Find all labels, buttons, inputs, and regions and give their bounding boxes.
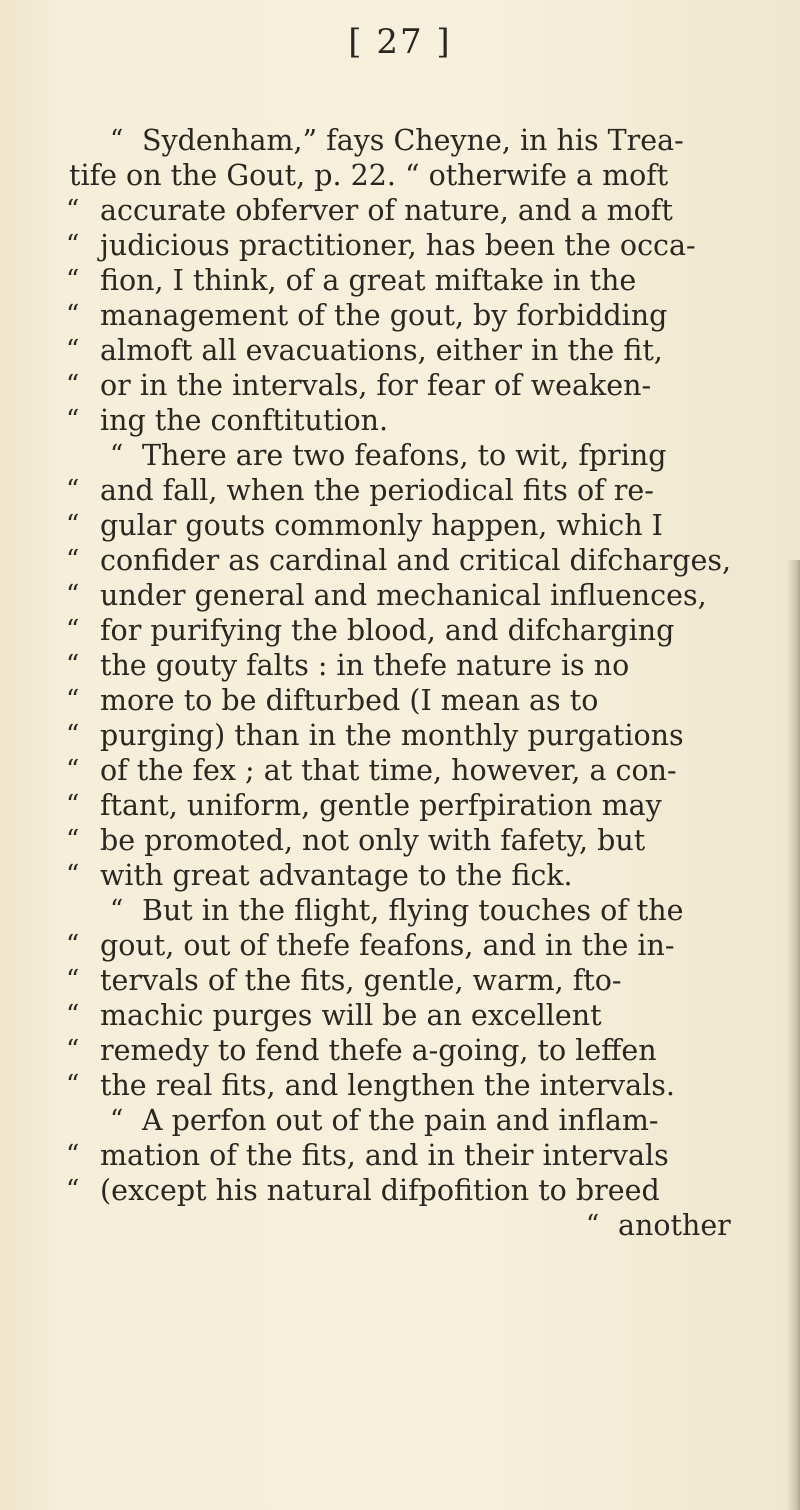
text-line (0, 1104, 800, 1137)
text-line (0, 859, 800, 892)
text-line (0, 824, 800, 857)
quote-mark: “ (66, 1035, 80, 1065)
quote-mark: “ (66, 1140, 80, 1170)
quote-mark: “ (66, 1175, 80, 1205)
line-text: tervals of the fits, gentle, warm, fto- (100, 964, 622, 997)
quote-mark: “ (66, 545, 80, 575)
quote-mark: “ (66, 825, 80, 855)
quote-mark: “ (66, 755, 80, 785)
line-text: fion, I think, of a great miftake in the (100, 264, 637, 297)
quote-mark: “ (66, 370, 80, 400)
line-text: machic purges will be an excellent (100, 999, 602, 1032)
quote-mark: “ (66, 580, 80, 610)
line-text: or in the intervals, for fear of weaken- (100, 369, 652, 402)
text-line (0, 649, 800, 682)
text-line (0, 614, 800, 647)
text-line (0, 754, 800, 787)
quote-mark: “ (66, 650, 80, 680)
line-text: the real fits, and lengthen the intervals. (100, 1069, 675, 1102)
line-text: Sydenham,” fays Cheyne, in his Trea- (142, 124, 684, 157)
line-text: for purifying the blood, and difcharging (100, 614, 675, 647)
line-text: management of the gout, by forbidding (100, 299, 668, 332)
quote-mark: “ (66, 720, 80, 750)
line-text: another (618, 1209, 731, 1242)
quote-mark: “ (66, 1070, 80, 1100)
quote-mark: “ (66, 930, 80, 960)
text-line (0, 264, 800, 297)
quote-mark: “ (66, 510, 80, 540)
quote-mark: “ (66, 300, 80, 330)
quote-mark: “ (110, 125, 124, 155)
line-text: more to be difturbed (I mean as to (100, 684, 599, 717)
line-text: accurate obferver of nature, and a moft (100, 194, 673, 227)
line-text: gout, out of thefe feafons, and in the in- (100, 929, 675, 962)
line-text: (except his natural difpofition to breed (100, 1174, 660, 1207)
line-text: gular gouts commonly happen, which I (100, 509, 663, 542)
quote-mark: “ (66, 860, 80, 890)
line-text: and fall, when the periodical fits of re- (100, 474, 654, 507)
quote-mark: “ (66, 965, 80, 995)
text-line (0, 999, 800, 1032)
text-line (0, 684, 800, 717)
text-line (0, 229, 800, 262)
quote-mark: “ (66, 405, 80, 435)
quote-mark: “ (66, 790, 80, 820)
text-line (0, 929, 800, 962)
line-text: judicious practitioner, has been the occa- (100, 229, 696, 262)
line-text: of the fex ; at that time, however, a con- (100, 754, 677, 787)
line-text: be promoted, not only with fafety, but (100, 824, 646, 857)
line-text: mation of the fits, and in their intervals (100, 1139, 669, 1172)
line-text: the gouty falts : in thefe nature is no (100, 649, 630, 682)
line-text: remedy to fend thefe a-going, to leffen (100, 1034, 657, 1067)
quote-mark: “ (110, 440, 124, 470)
line-text: ing the conftitution. (100, 404, 389, 437)
quote-mark: “ (66, 335, 80, 365)
quote-mark: “ (66, 195, 80, 225)
text-line (0, 894, 800, 927)
quote-mark: “ (66, 265, 80, 295)
quote-mark: “ (66, 1000, 80, 1030)
text-line (0, 369, 800, 402)
line-text: ftant, uniform, gentle perfpiration may (100, 789, 662, 822)
line-text: There are two feafons, to wit, fpring (142, 439, 667, 472)
text-line (0, 334, 800, 367)
text-line (0, 404, 800, 437)
text-line (0, 1069, 800, 1102)
line-text: confider as cardinal and critical difcharges, (100, 544, 732, 577)
text-line (0, 1034, 800, 1067)
line-text: tife on the Gout, p. 22. “ otherwife a moft (69, 159, 669, 192)
text-line (0, 474, 800, 507)
text-line (0, 299, 800, 332)
page-number: [ 27 ] (348, 22, 452, 62)
text-line (0, 1209, 800, 1242)
text-line (0, 509, 800, 542)
text-line (0, 719, 800, 752)
quote-mark: “ (66, 230, 80, 260)
text-line (0, 579, 800, 612)
text-line (0, 159, 800, 192)
quote-mark: “ (66, 685, 80, 715)
quote-mark: “ (66, 475, 80, 505)
text-line (0, 544, 800, 577)
line-text: with great advantage to the fick. (100, 859, 573, 892)
quote-mark: “ (66, 615, 80, 645)
quote-mark: “ (110, 1105, 124, 1135)
line-text: A perfon out of the pain and inflam- (142, 1104, 659, 1137)
line-text: under general and mechanical influences, (100, 579, 707, 612)
text-line (0, 964, 800, 997)
text-line (0, 439, 800, 472)
line-text: purging) than in the monthly purgations (100, 719, 684, 752)
line-text: almoft all evacuations, either in the fit, (100, 334, 663, 367)
text-line (0, 1174, 800, 1207)
text-line (0, 124, 800, 157)
quote-mark: “ (110, 895, 124, 925)
text-line (0, 789, 800, 822)
text-line (0, 194, 800, 227)
text-line (0, 1139, 800, 1172)
line-text: But in the flight, flying touches of the (142, 894, 684, 927)
quote-mark: “ (586, 1210, 600, 1240)
